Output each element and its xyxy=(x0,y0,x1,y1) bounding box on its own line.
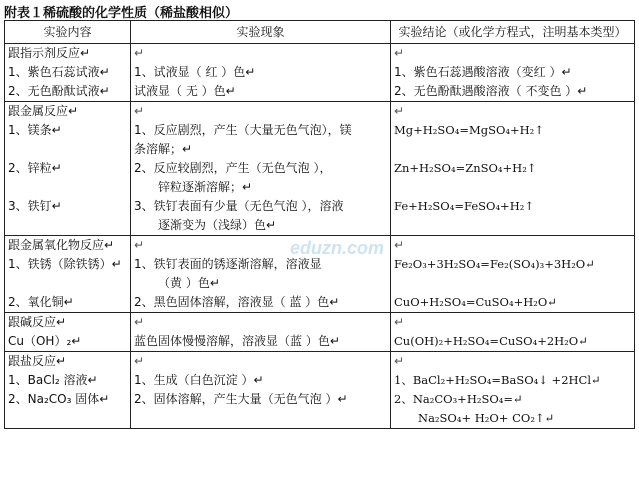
cell-phenomenon: ↵ 蓝色固体慢慢溶解，溶液显（蓝 ）色↵ xyxy=(131,313,391,352)
cell-conclusion: ↵ Mg+H₂SO₄=MgSO₄+H₂↑ Zn+H₂SO₄=ZnSO₄+H₂↑ Fe+H₂SO₄=FeSO₄+H₂↑ xyxy=(391,102,635,236)
cell-phenomenon: ↵ 1、反应剧烈，产生（大量无色气泡），镁 条溶解；↵ 2、反应较剧烈，产生（无色气泡 ）， 锌粒逐渐溶解；↵ 3、铁钉表面有少量（无色气泡 ），溶液 逐渐变为（浅绿）色↵ xyxy=(131,102,391,236)
cell-content: 跟碱反应↵ Cu（OH）₂↵ xyxy=(5,313,131,352)
table-row-metal xyxy=(5,102,635,236)
cell-phenomenon: ↵ 1、生成（白色沉淀 ）↵ 2、固体溶解，产生大量（无色气泡 ）↵ xyxy=(131,352,391,429)
cell-conclusion: ↵ Cu(OH)₂+H₂SO₄=CuSO₄+2H₂O↵ xyxy=(391,313,635,352)
table-row-indicator xyxy=(5,44,635,102)
table-row-salt xyxy=(5,352,635,429)
cell-phenomenon: ↵ 1、试液显（ 红 ）色↵ 试液显（ 无 ）色↵ xyxy=(131,44,391,102)
header-conclusion: 实验结论（或化学方程式，注明基本类型） xyxy=(391,21,635,44)
cell-content: 跟盐反应↵ 1、BaCl₂ 溶液↵ 2、Na₂CO₃ 固体↵ xyxy=(5,352,131,429)
header-phenomenon: 实验现象 xyxy=(131,21,391,44)
cell-phenomenon: ↵ 1、铁钉表面的锈逐渐溶解，溶液显 （黄 ）色↵ 2、黑色固体溶解，溶液显（ 蓝 ）色↵ xyxy=(131,236,391,313)
cell-content: 跟金属氧化物反应↵ 1、铁锈（除铁锈）↵ 2、氧化铜↵ xyxy=(5,236,131,313)
cell-conclusion: ↵ 1、紫色石蕊遇酸溶液（变红 ）↵ 2、无色酚酞遇酸溶液（ 不变色 ）↵ xyxy=(391,44,635,102)
cell-conclusion: ↵ 1、BaCl₂+H₂SO₄=BaSO₄↓ +2HCl↵ 2、Na₂CO₃+H₂SO₄=↵ Na₂SO₄+ H₂O+ CO₂↑↵ xyxy=(391,352,635,429)
header-content: 实验内容 xyxy=(5,21,131,44)
cell-content: 跟指示剂反应↵ 1、紫色石蕊试液↵ 2、无色酚酞试液↵ xyxy=(5,44,131,102)
acid-properties-table xyxy=(4,20,635,429)
table-row-base xyxy=(5,313,635,352)
cell-content: 跟金属反应↵ 1、镁条↵ 2、锌粒↵ 3、铁钉↵ xyxy=(5,102,131,236)
cell-conclusion: ↵ Fe₂O₃+3H₂SO₄=Fe₂(SO₄)₃+3H₂O↵ CuO+H₂SO₄=CuSO₄+H₂O↵ xyxy=(391,236,635,313)
header-row xyxy=(5,21,635,44)
watermark: eduzn.com xyxy=(290,238,385,258)
table-title: 附表１稀硫酸的化学性质（稀盐酸相似） xyxy=(4,6,239,21)
